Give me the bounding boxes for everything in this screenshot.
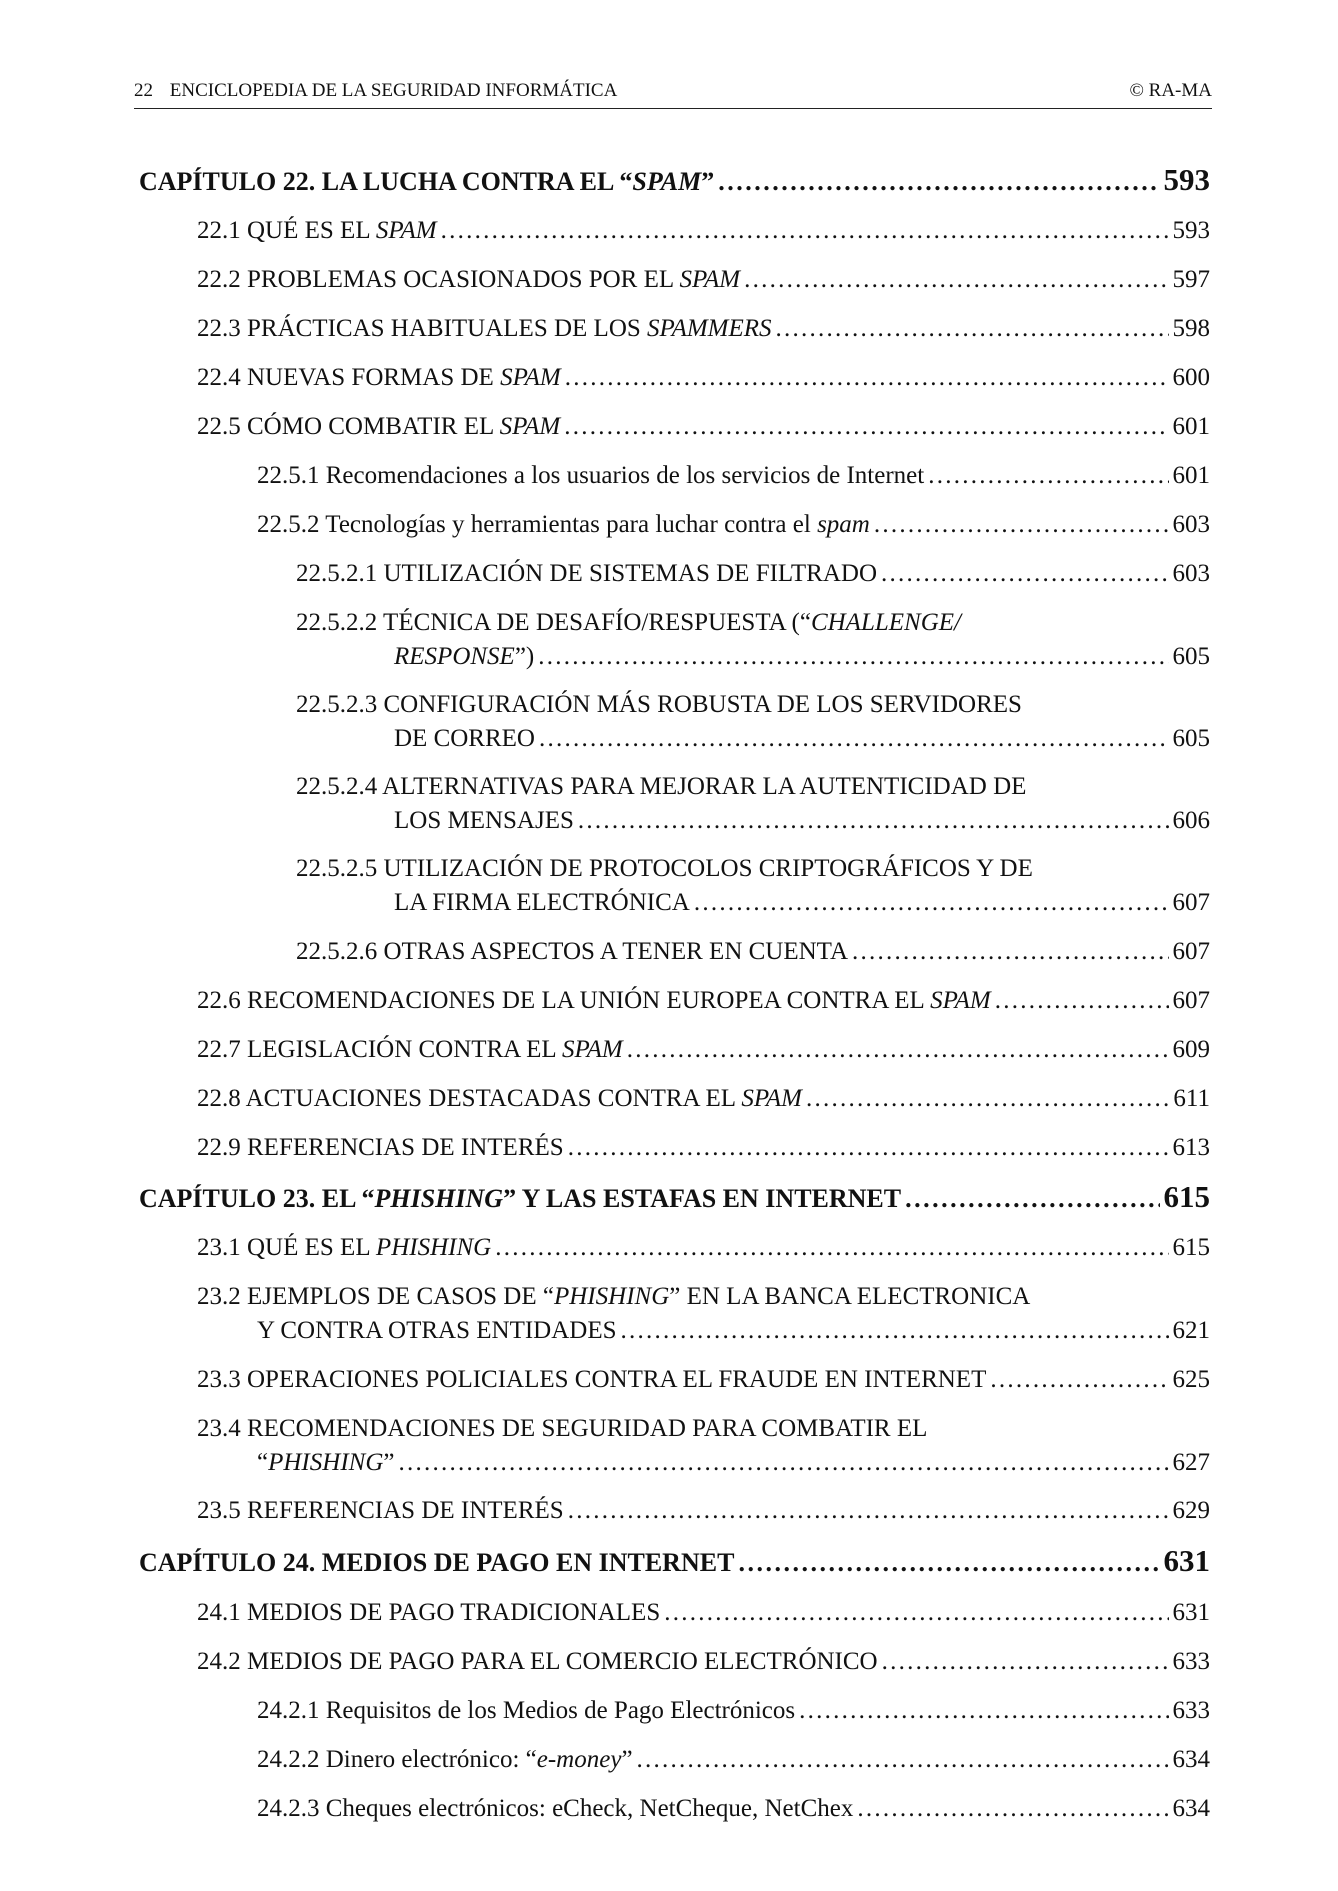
toc-page-number: 598 [1172,315,1210,342]
toc-entry-title: CAPÍTULO 22. LA LUCHA CONTRA EL “SPAM” [139,167,715,196]
leader-dots [905,1183,1159,1215]
toc-entry-continuation [394,887,1210,919]
toc-entry-22-6[interactable] [197,985,1210,1017]
toc-entry-22-7[interactable] [197,1034,1210,1066]
toc-entry-title: 22.3 PRÁCTICAS HABITUALES DE LOS SPAMMERS [197,315,772,342]
toc-entry-title: 23.1 QUÉ ES EL PHISHING [197,1234,492,1261]
toc-entry-24-2-3[interactable] [257,1793,1210,1825]
toc-page-number: 631 [1172,1599,1210,1626]
toc-entry-title-line2: “PHISHING” [257,1449,395,1476]
leader-dots [637,1744,1169,1776]
toc-entry-22-8[interactable] [197,1083,1210,1115]
toc-entry-title-line2: RESPONSE”) [394,643,535,670]
header-left [134,80,617,102]
leader-dots [738,1547,1159,1579]
toc-entry-22-5-2[interactable] [257,509,1210,541]
toc-entry-title: 22.5 CÓMO COMBATIR EL SPAM [197,413,561,440]
leader-dots [694,887,1169,919]
toc-entry-title: 24.2.2 Dinero electrónico: “e-money” [257,1746,633,1773]
toc-entry-title: 24.2.3 Cheques electrónicos: eCheck, NetCheque, NetChex [257,1795,854,1822]
toc-entry-title-line2: Y CONTRA OTRAS ENTIDADES [257,1317,617,1344]
toc-entry-22-5-2-1[interactable] [296,558,1210,590]
toc-entry-22-3[interactable] [197,313,1210,345]
toc-page-number: 625 [1172,1366,1210,1393]
toc-entry-title: CAPÍTULO 23. EL “PHISHING” Y LAS ESTAFAS EN INTERNET [139,1184,902,1213]
leader-dots [621,1315,1169,1347]
toc-entry-title: CAPÍTULO 24. MEDIOS DE PAGO EN INTERNET [139,1548,735,1577]
toc-page-number: 606 [1172,807,1210,834]
toc-page-number: 605 [1172,643,1210,670]
toc-page-number: 633 [1172,1648,1210,1675]
toc-entry-title: 22.5.2.1 UTILIZACIÓN DE SISTEMAS DE FILTRADO [296,560,878,587]
leader-dots [990,1364,1168,1396]
leader-dots [495,1232,1168,1264]
leader-dots [568,1495,1169,1527]
toc-page-number: 597 [1172,266,1210,293]
toc-entry-continuation [394,723,1210,755]
toc-entry-title: 22.9 REFERENCIAS DE INTERÉS [197,1134,564,1161]
toc-entry-23-5[interactable] [197,1495,1210,1527]
toc-entry-22-5-2-6[interactable] [296,936,1210,968]
toc-entry-title: 22.4 NUEVAS FORMAS DE SPAM [197,364,561,391]
toc-page-number: 605 [1172,725,1210,752]
leader-dots [852,936,1168,968]
leader-dots [776,313,1169,345]
toc-page-number: 593 [1172,217,1210,244]
leader-dots [564,411,1168,443]
toc-entry-title: 23.5 REFERENCIAS DE INTERÉS [197,1497,564,1524]
leader-dots [398,1447,1168,1479]
toc-entry-22-9[interactable] [197,1132,1210,1164]
leader-dots [874,509,1169,541]
toc-page-number: 600 [1172,364,1210,391]
leader-dots [568,1132,1169,1164]
toc-entry-title-line1: 23.2 EJEMPLOS DE CASOS DE “PHISHING” EN LA BANCA ELECTRONICA [197,1283,1031,1310]
toc-page-number: 607 [1172,938,1210,965]
toc-entry-title: 22.5.1 Recomendaciones a los usuarios de los servicios de Internet [257,462,925,489]
toc-entry-24-2-2[interactable] [257,1744,1210,1776]
toc-entry-title-line2: DE CORREO [394,725,535,752]
leader-dots [799,1695,1168,1727]
toc-entry-title: 22.5.2.6 OTRAS ASPECTOS A TENER EN CUENTA [296,938,849,965]
leader-dots [539,723,1169,755]
leader-dots [627,1034,1169,1066]
toc-entry-title-line1: 22.5.2.4 ALTERNATIVAS PARA MEJORAR LA AUTENTICIDAD DE [296,773,1027,800]
toc-entry-continuation [394,641,1210,673]
toc-chapter-24[interactable] [139,1545,1210,1579]
leader-dots [806,1083,1169,1115]
toc-page-number: 603 [1172,560,1210,587]
leader-dots [565,362,1169,394]
toc-page-number: 633 [1172,1697,1210,1724]
toc-entry-24-2[interactable] [197,1646,1210,1678]
toc-entry-title: 22.6 RECOMENDACIONES DE LA UNIÓN EUROPEA CONTRA EL SPAM [197,987,991,1014]
toc-page-number: 601 [1172,413,1210,440]
toc-page-number: 593 [1163,162,1210,197]
leader-dots [538,641,1168,673]
toc-page-number: 634 [1172,1746,1210,1773]
toc-page-number: 603 [1172,511,1210,538]
leader-dots [881,558,1168,590]
toc-page-number: 621 [1172,1317,1210,1344]
toc-entry-title-line2: LOS MENSAJES [394,807,574,834]
leader-dots [744,264,1168,296]
toc-entry-22-2[interactable] [197,264,1210,296]
toc-page-number: 607 [1172,889,1210,916]
toc-page-number: 609 [1172,1036,1210,1063]
toc-entry-22-5-1[interactable] [257,460,1210,492]
header-page-number: 22 [134,80,153,101]
running-header [134,80,1212,109]
toc-page-number: 631 [1163,1543,1210,1578]
toc-entry-title-line1: 22.5.2.3 CONFIGURACIÓN MÁS ROBUSTA DE LOS SERVIDORES [296,691,1022,718]
toc-entry-title: 24.2.1 Requisitos de los Medios de Pago Electrónicos [257,1697,796,1724]
leader-dots [857,1793,1168,1825]
header-publisher: © RA-MA [1129,80,1212,101]
toc-entry-23-1[interactable] [197,1232,1210,1264]
toc-entry-title: 22.5.2 Tecnologías y herramientas para luchar contra el spam [257,511,870,538]
toc-page-number: 601 [1172,462,1210,489]
toc-entry-22-1[interactable] [197,215,1210,247]
toc-entry-title: 22.8 ACTUACIONES DESTACADAS CONTRA EL SPAM [197,1085,802,1112]
toc-entry-title: 24.1 MEDIOS DE PAGO TRADICIONALES [197,1599,661,1626]
leader-dots [928,460,1168,492]
leader-dots [664,1597,1168,1629]
toc-page-number: 613 [1172,1134,1210,1161]
leader-dots [995,985,1169,1017]
header-book-title: ENCICLOPEDIA DE LA SEGURIDAD INFORMÁTICA [169,80,618,101]
toc-page-number: 607 [1172,987,1210,1014]
toc-page-number: 627 [1172,1449,1210,1476]
toc-entry-continuation [257,1447,1210,1479]
toc-entry-title: 23.3 OPERACIONES POLICIALES CONTRA EL FRAUDE EN INTERNET [197,1366,987,1393]
toc-page-number: 615 [1172,1234,1210,1261]
toc-entry-22-5[interactable] [197,411,1210,443]
toc-entry-title-line1: 22.5.2.5 UTILIZACIÓN DE PROTOCOLOS CRIPTOGRÁFICOS Y DE [296,855,1033,882]
toc-entry-22-4[interactable] [197,362,1210,394]
toc-entry-title: 24.2 MEDIOS DE PAGO PARA EL COMERCIO ELECTRÓNICO [197,1648,878,1675]
toc-entry-title: 22.1 QUÉ ES EL SPAM [197,217,437,244]
leader-dots [578,805,1169,837]
toc-entry-continuation [257,1315,1210,1347]
toc-page-number: 615 [1163,1179,1210,1214]
toc-entry-title-line2: LA FIRMA ELECTRÓNICA [394,889,690,916]
toc-entry-24-1[interactable] [197,1597,1210,1629]
toc-chapter-22[interactable] [139,164,1210,198]
toc-page-number: 634 [1172,1795,1210,1822]
toc-entry-title-line1: 23.4 RECOMENDACIONES DE SEGURIDAD PARA COMBATIR EL [197,1415,928,1442]
toc-entry-title: 22.2 PROBLEMAS OCASIONADOS POR EL SPAM [197,266,741,293]
toc-chapter-23[interactable] [139,1181,1210,1215]
toc-page-number: 629 [1172,1497,1210,1524]
toc-entry-23-3[interactable] [197,1364,1210,1396]
toc-entry-continuation [394,805,1210,837]
leader-dots [882,1646,1169,1678]
leader-dots [441,215,1169,247]
toc-entry-title: 22.7 LEGISLACIÓN CONTRA EL SPAM [197,1036,623,1063]
toc-page-number: 611 [1173,1085,1210,1112]
toc-entry-title-line1: 22.5.2.2 TÉCNICA DE DESAFÍO/RESPUESTA (“CHALLENGE/ [296,609,961,636]
toc-entry-24-2-1[interactable] [257,1695,1210,1727]
leader-dots [718,166,1159,198]
